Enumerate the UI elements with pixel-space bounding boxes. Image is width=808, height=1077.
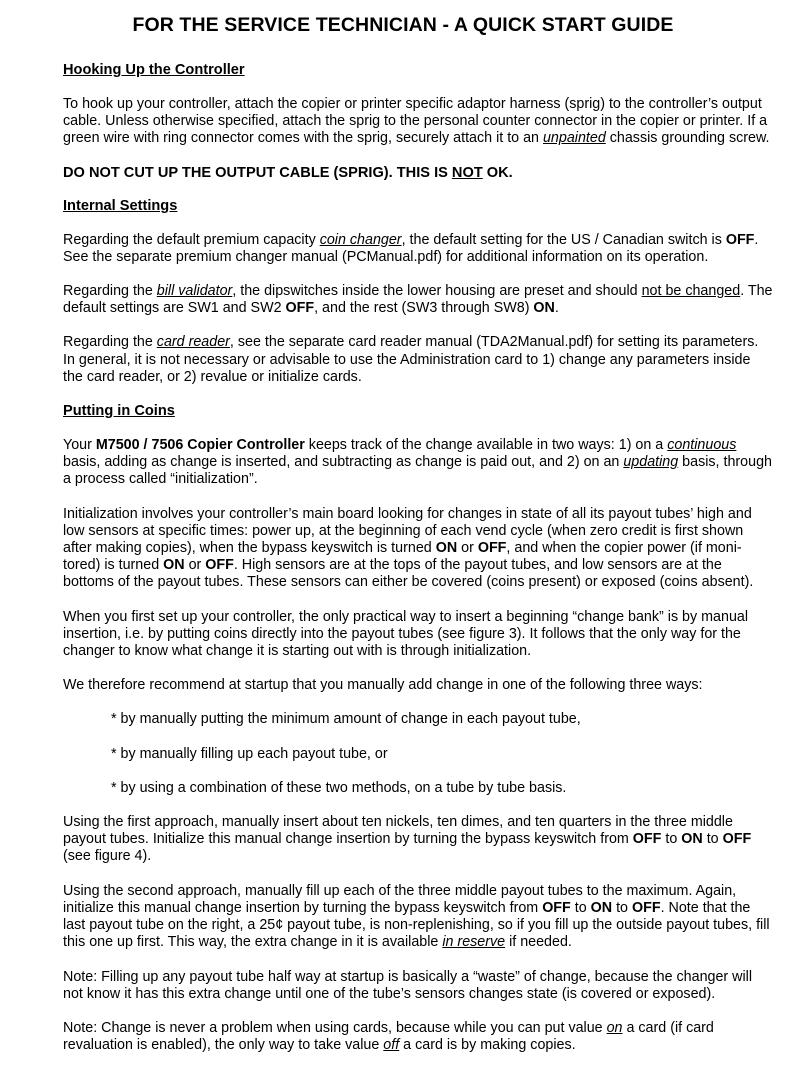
section-heading-internal-settings: Internal Settings: [63, 197, 178, 214]
section-heading-putting-in-coins: Putting in Coins: [63, 403, 175, 420]
paragraph-controller-tracking: Your M7500 / 7506 Copier Controller keeps track of the change available in two ways: 1) on a continuous basis, adding as change is inserted, and subtracting as change is paid out, and 2) on an updating basis, through a process called “initialization”.: [63, 437, 772, 488]
paragraph-hookup: To hook up your controller, attach the copier or printer specific adaptor harness (sprig) to the controller’s output cable. Unless otherwise specified, attach the sprig to the personal counter connector in the copier or printer. If a green wire with ring connector comes with the sprig, securely attach it to an unpainted chassis grounding screw.: [63, 96, 770, 147]
page-title: FOR THE SERVICE TECHNICIAN - A QUICK START GUIDE: [132, 14, 674, 36]
list-item: * by using a combination of these two methods, on a tube by tube basis.: [111, 779, 567, 796]
paragraph-first-approach: Using the first approach, manually insert about ten nickels, ten dimes, and ten quarters in the three middle payout tubes. Initialize this manual change insertion by turning the bypass keyswitch from OFF to ON to OFF (see figure 4).: [63, 814, 752, 865]
list-item: * by manually filling up each payout tube, or: [111, 745, 388, 762]
paragraph-card-reader: Regarding the card reader, see the separate card reader manual (TDA2Manual.pdf) for setting its parameters. In general, it is not necessary or advisable to use the Administration card to 1) change any parameters inside the card reader, or 2) revalue or initialize cards.: [63, 334, 759, 385]
paragraph-bill-validator: Regarding the bill validator, the dipswitches inside the lower housing are preset and should not be changed. The default settings are SW1 and SW2 OFF, and the rest (SW3 through SW8) ON.: [63, 283, 773, 317]
document-page: [63, 14, 773, 1071]
section-heading-hooking-up: Hooking Up the Controller: [63, 62, 245, 78]
paragraph-note-half-way: Note: Filling up any payout tube half way at startup is basically a “waste” of change, because the changer will not know it has this extra change until one of the tube’s sensors changes state (is covered or exposed).: [63, 968, 753, 1002]
warning-text: DO NOT CUT UP THE OUTPUT CABLE (SPRIG). THIS IS NOT OK.: [63, 164, 513, 181]
paragraph-coin-changer: Regarding the default premium capacity coin changer, the default setting for the US / Canadian switch is OFF. See the separate premium changer manual (PCManual.pdf) for additional information on its operation.: [63, 231, 759, 265]
paragraph-first-setup: When you first set up your controller, the only practical way to insert a beginning “change bank” is by manual insertion, i.e. by putting coins directly into the payout tubes (see figure 3). It follows that the only way for the changer to know what change it is starting out with is through initialization.: [63, 608, 749, 660]
paragraph-second-approach: Using the second approach, manually fill up each of the three middle payout tubes to the maximum. Again, initialize this manual change insertion by turning the bypass keyswitch from OFF to ON to OFF. Note that the last payout tube on the right, a 25¢ payout tube, is non-replenishing, so if you fill up the outside payout tubes, fill this one up first. This way, the extra change in it is available in reserve if needed.: [63, 882, 770, 951]
paragraph-recommendation: We therefore recommend at startup that you manually add change in one of the following three ways:: [63, 677, 703, 694]
paragraph-initialization: Initialization involves your controller’s main board looking for changes in state of all its payout tubes’ high and low sensors at specific times: power up, at the beginning of each vend cycle (when zero credit is first shown after making copies), when the bypass keyswitch is turned ON or OFF, and when the copier power (if moni-tored) is turned ON or OFF. High sensors are at the tops of the payout tubes, and low sensors are at the bottoms of the payout tubes. These sensors can either be covered (coins present) or exposed (coins absent).: [63, 505, 754, 591]
paragraph-note-cards: Note: Change is never a problem when using cards, because while you can put value on a card (if card revaluation is enabled), the only way to take value off a card is by making copies.: [63, 1019, 714, 1054]
list-item: * by manually putting the minimum amount of change in each payout tube,: [111, 711, 581, 728]
